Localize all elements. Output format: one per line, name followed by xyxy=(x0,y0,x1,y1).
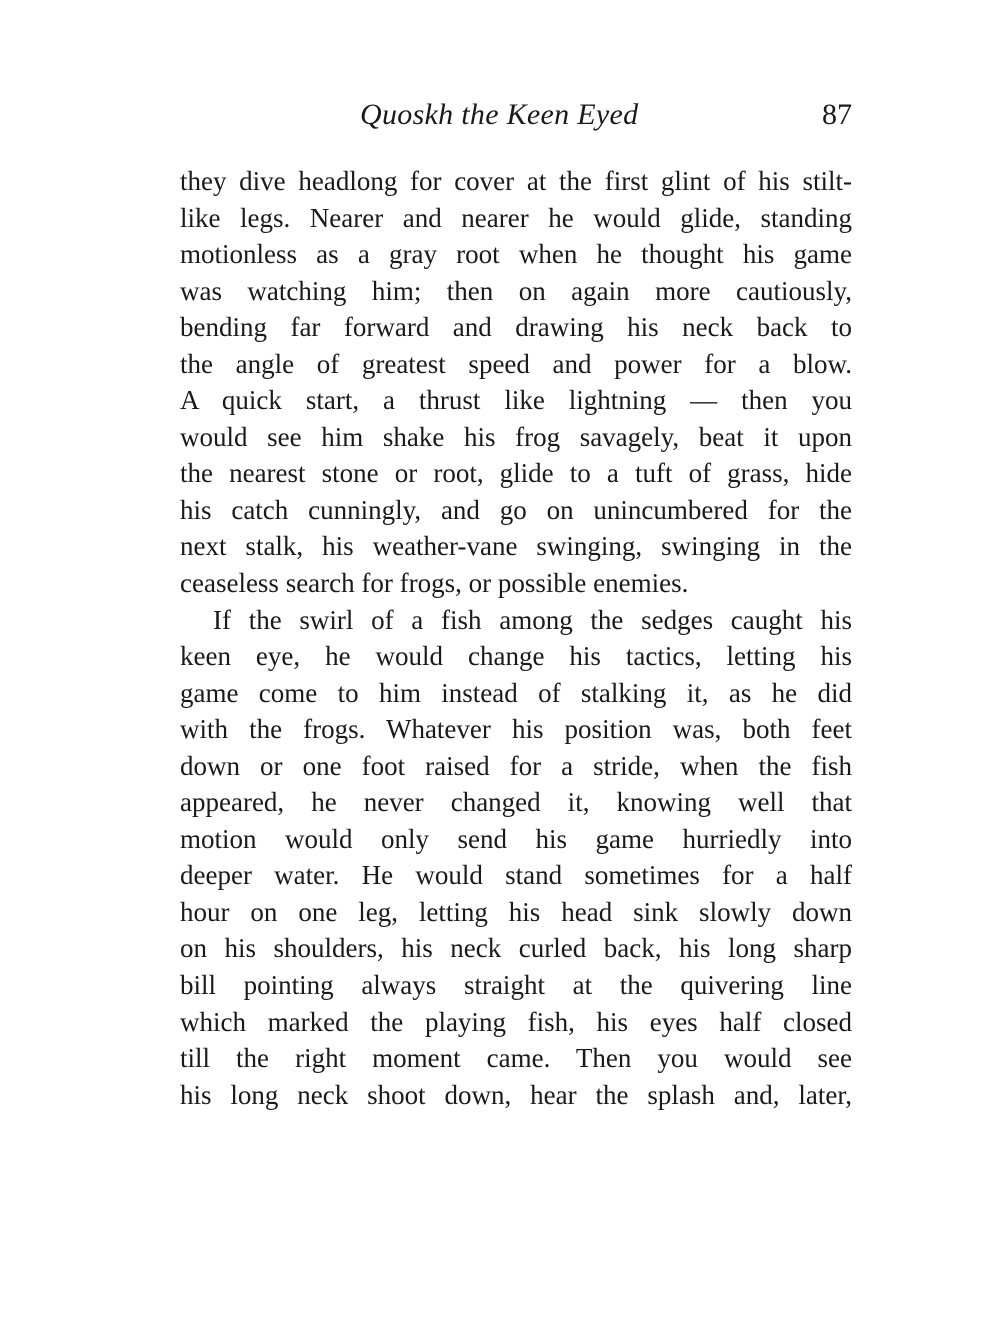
text-line: would see him shake his frog savagely, beat it upon xyxy=(180,421,852,452)
text-line: ceaseless search for frogs, or possible enemies. xyxy=(180,568,689,599)
text-line: his long neck shoot down, hear the splash and, later, xyxy=(180,1079,852,1110)
text-line: was watching him; then on again more cautiously, xyxy=(180,275,852,306)
running-head xyxy=(180,98,852,142)
text-line: next stalk, his weather-vane swinging, swinging in the xyxy=(180,531,852,562)
text-line: on his shoulders, his neck curled back, his long sharp xyxy=(180,933,852,964)
text-line: till the right moment came. Then you would see xyxy=(180,1043,852,1074)
text-line: bending far forward and drawing his neck back to xyxy=(180,312,852,343)
text-line: down or one foot raised for a stride, when the fish xyxy=(180,750,852,781)
text-line: motion would only send his game hurriedly into xyxy=(180,823,852,854)
paragraph-1 xyxy=(180,163,852,602)
text-line: with the frogs. Whatever his position was, both feet xyxy=(180,714,852,745)
text-line: which marked the playing fish, his eyes half closed xyxy=(180,1006,852,1037)
text-line: his catch cunningly, and go on unincumbered for the xyxy=(180,494,852,525)
running-title: Quoskh the Keen Eyed xyxy=(360,98,639,131)
text-line: like legs. Nearer and nearer he would glide, standing xyxy=(180,202,852,233)
page-number: 87 xyxy=(822,98,852,131)
text-line: If the swirl of a fish among the sedges caught his xyxy=(213,604,852,635)
text-line: the nearest stone or root, glide to a tuft of grass, hide xyxy=(180,458,852,489)
text-line: motionless as a gray root when he thought his game xyxy=(180,239,852,270)
text-line: keen eye, he would change his tactics, letting his xyxy=(180,641,852,672)
paragraph-2 xyxy=(180,602,852,1114)
text-line: bill pointing always straight at the quivering line xyxy=(180,970,852,1001)
body-text xyxy=(180,163,852,1113)
text-line: A quick start, a thrust like lightning — then you xyxy=(180,385,852,416)
text-line: deeper water. He would stand sometimes for a half xyxy=(180,860,852,891)
text-line: they dive headlong for cover at the first glint of his stilt- xyxy=(180,166,852,196)
text-line: game come to him instead of stalking it, as he did xyxy=(180,677,852,708)
text-line: hour on one leg, letting his head sink slowly down xyxy=(180,896,852,927)
text-line: the angle of greatest speed and power for a blow. xyxy=(180,348,852,379)
text-line: appeared, he never changed it, knowing well that xyxy=(180,787,852,818)
